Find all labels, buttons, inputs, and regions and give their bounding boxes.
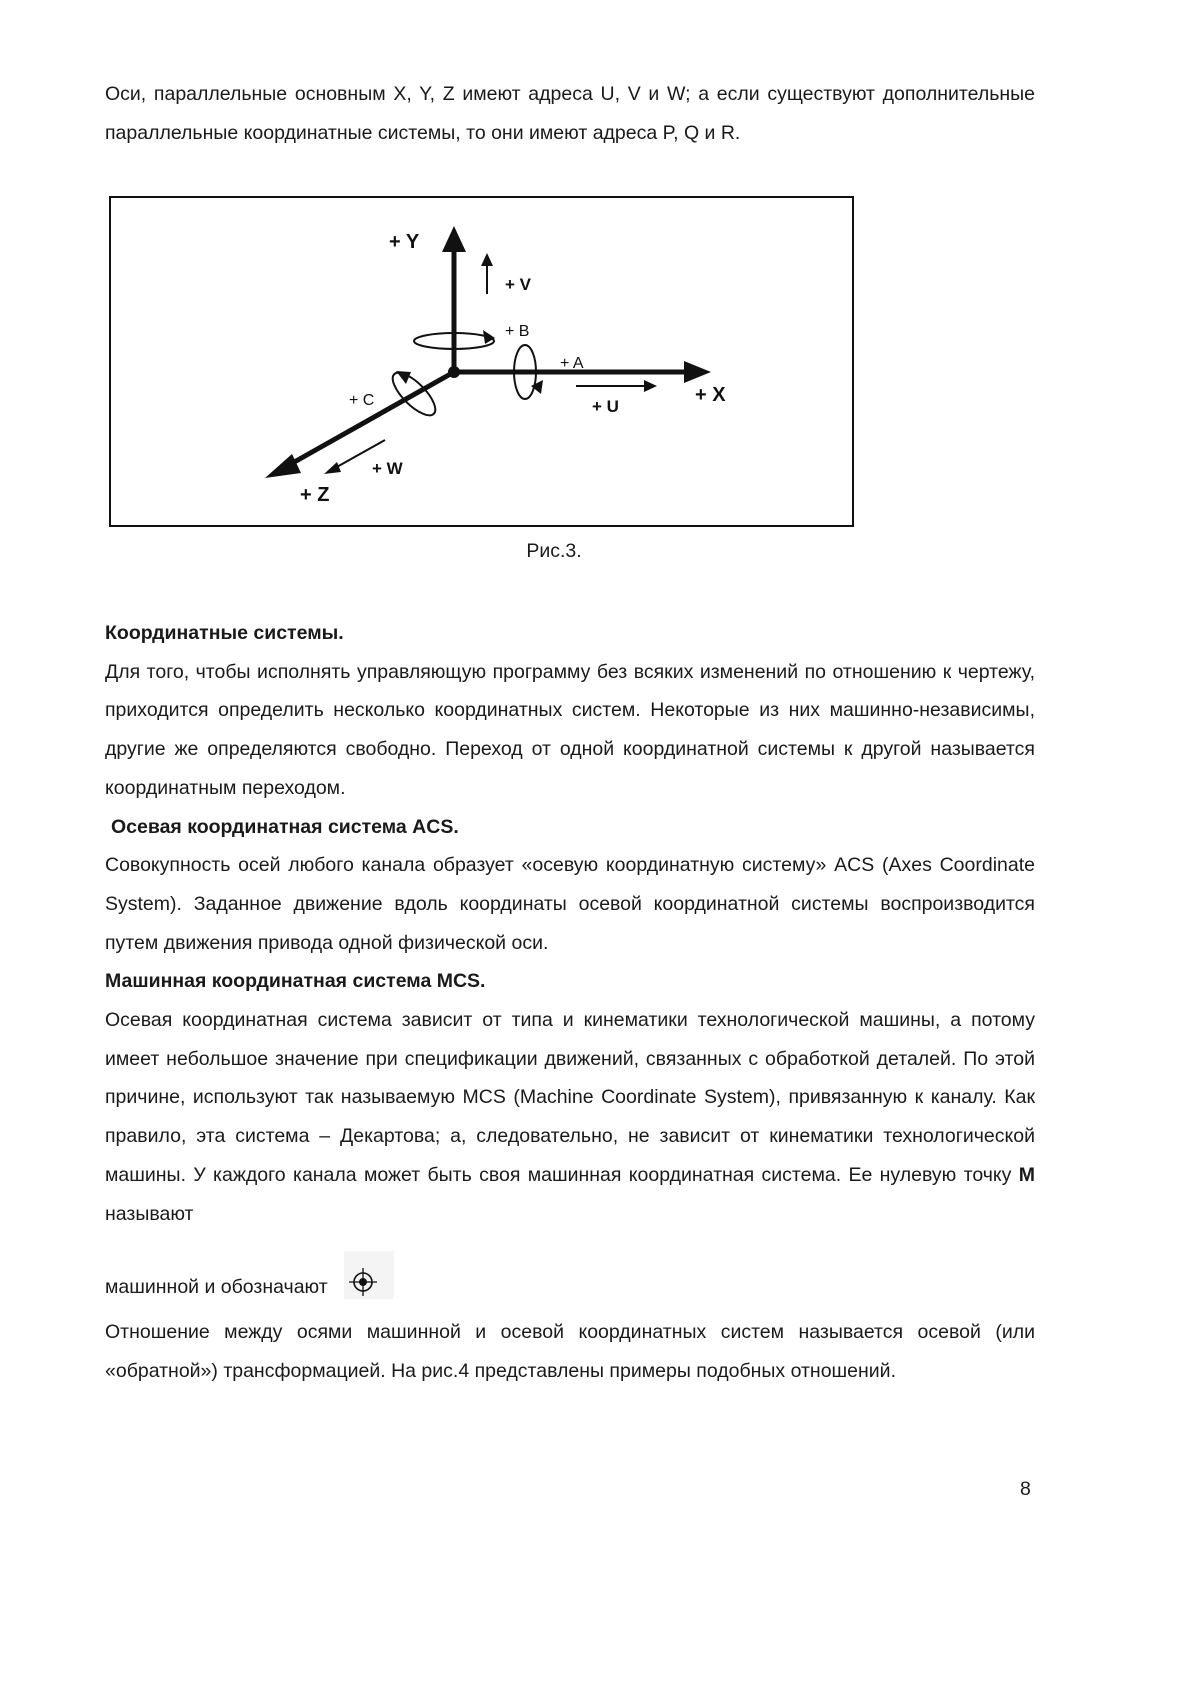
machine-zero-point-icon <box>344 1251 394 1313</box>
label-v: + V <box>505 275 531 294</box>
z-arrowhead <box>265 454 301 478</box>
intro-block <box>105 75 1035 152</box>
paragraph-text: называют <box>105 1202 194 1225</box>
label-u: + U <box>592 397 619 416</box>
section-coordinate-systems <box>105 614 1035 1390</box>
label-z: + Z <box>300 484 330 506</box>
section-heading: Машинная координатная система MCS. <box>105 970 486 993</box>
z-axis <box>289 372 454 465</box>
section-paragraph <box>105 1001 1035 1233</box>
section-heading: Осевая координатная система ACS. <box>111 815 459 838</box>
section-paragraph: Совокупность осей любого канала образует «осевую координатную систему» ACS (Axes Coordinate System). Заданное движение вдоль координаты осевой координатной системы воспроизводится путем движения привода одной физической оси. <box>105 854 1035 954</box>
y-arrowhead <box>442 226 466 252</box>
w-arrowhead <box>324 462 341 474</box>
section-heading: Координатные системы. <box>105 622 344 644</box>
u-arrowhead <box>644 380 657 392</box>
c-rotation-arrowhead <box>396 371 411 384</box>
intro-paragraph: Оси, параллельные основным X, Y, Z имеют адреса U, V и W; а если существуют дополнительные параллельные координатные системы, то они имеют адреса P, Q и R. <box>105 83 1035 144</box>
label-x: + X <box>695 384 726 406</box>
label-b: + B <box>505 323 530 340</box>
icon-line <box>105 1251 1035 1313</box>
paragraph-text: Осевая координатная система зависит от типа и кинематики технологической машины, а потому имеет небольшое значение при спецификации движений, связанных с обработкой деталей. По этой причине, используют так называемую MCS (Machine Coordinate System), привязанную к каналу. Как правило, эта система – Декартова; а, следовательно, не зависит от кинематики технологической машины. У каждого канала может быть своя машинная координатная система. Ее нулевую точку <box>105 1009 1035 1186</box>
page-number: 8 <box>1020 1478 1031 1500</box>
section-paragraph: Для того, чтобы исполнять управляющую программу без всяких изменений по отношению к чертежу, приходится определить несколько координатных систем. Некоторые из них машинно-независимы, другие же определяются свободно. Переход от одной координатной системы к другой называется координатным переходом. <box>105 660 1035 799</box>
axes-figure <box>109 196 854 527</box>
x-arrowhead <box>684 361 711 383</box>
figure-caption: Рис.3. <box>526 540 582 562</box>
icon-line-text: машинной и обозначают <box>105 1276 328 1299</box>
label-c: + C <box>349 392 375 409</box>
zero-point-letter: M <box>1018 1163 1035 1186</box>
v-arrowhead <box>481 253 493 266</box>
label-a: + A <box>560 355 584 372</box>
section-paragraph: Отношение между осями машинной и осевой координатных систем называется осевой (или «обратной») трансформацией. На рис.4 представлены примеры подобных отношений. <box>105 1320 1035 1382</box>
label-w: + W <box>372 459 403 478</box>
axes-diagram <box>111 198 852 525</box>
label-y: + Y <box>389 231 420 253</box>
